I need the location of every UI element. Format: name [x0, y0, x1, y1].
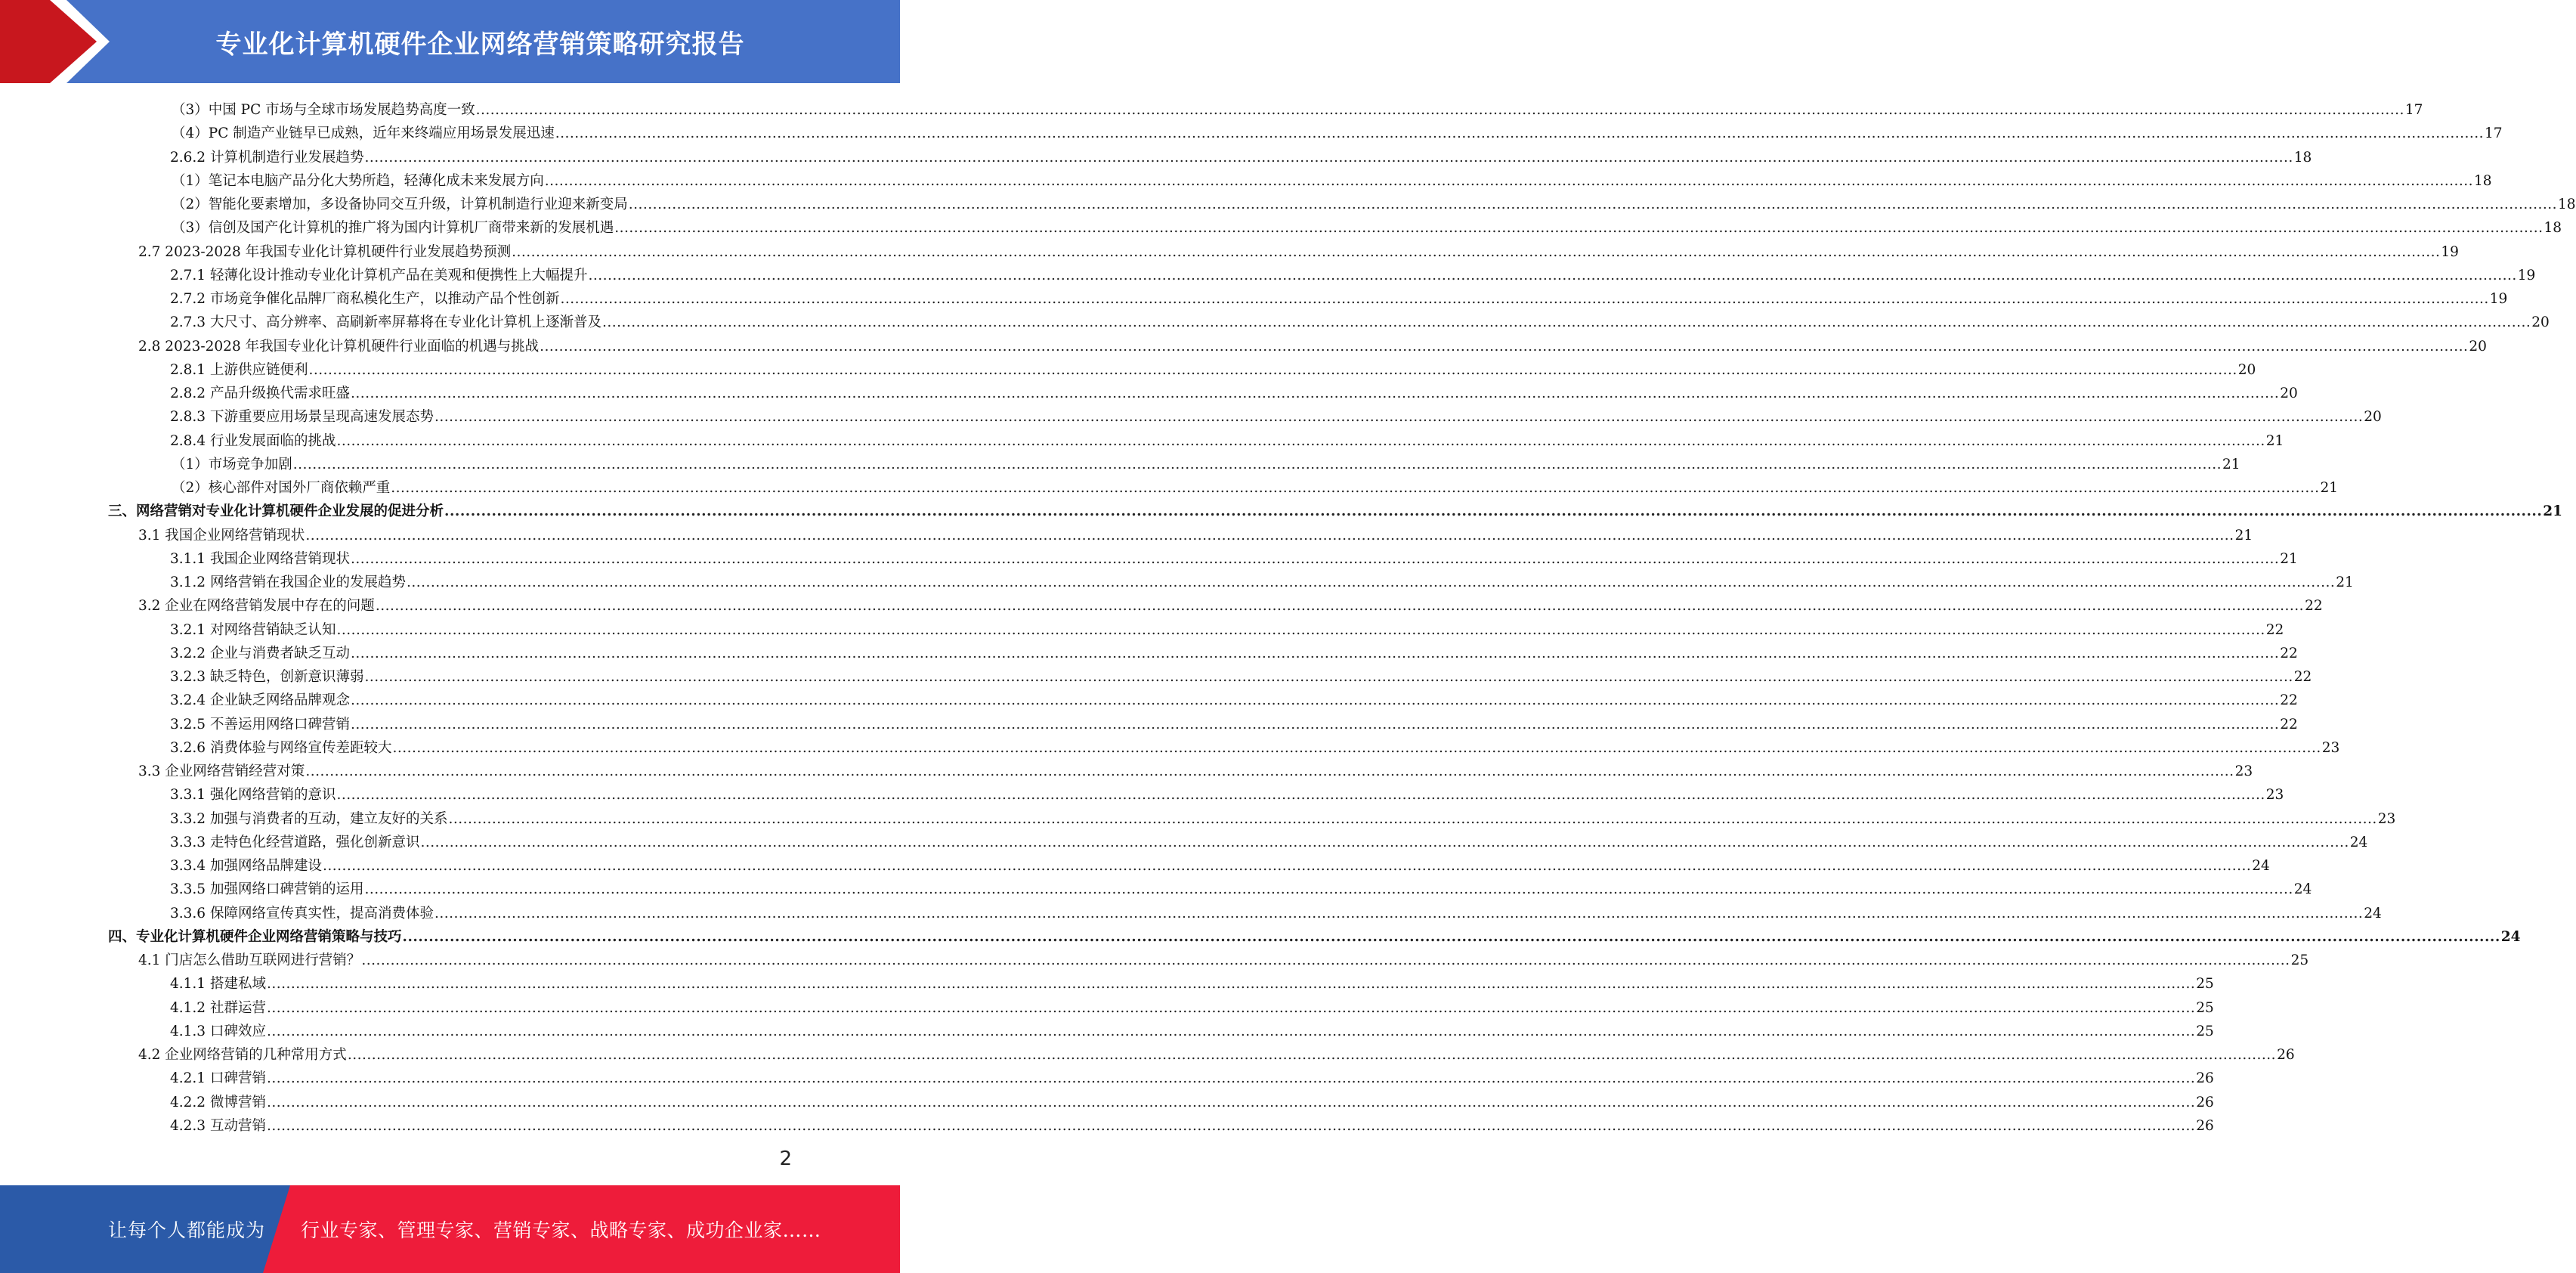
toc-entry[interactable]: [170, 664, 2312, 687]
toc-entry-title: 2.8.4 行业发展面临的挑战: [170, 432, 336, 449]
toc-leader-dots: ................................................................................................................................................................................................................................................................................................................................................................................................................: [336, 432, 2265, 449]
toc-leader-dots: ................................................................................................................................................................................................................................................................................................................................................................................................................: [350, 550, 2280, 567]
toc-entry-page: 26: [2277, 1047, 2295, 1063]
toc-leader-dots: ................................................................................................................................................................................................................................................................................................................................................................................................................: [266, 976, 2196, 993]
page-header: [0, 0, 900, 83]
toc-entry-page: 20: [2364, 409, 2382, 426]
toc-leader-dots: ................................................................................................................................................................................................................................................................................................................................................................................................................: [560, 291, 2489, 307]
toc-entry-page: 20: [2237, 361, 2256, 378]
toc-entry[interactable]: [170, 711, 2298, 735]
toc-entry-title: 2.7 2023-2028 年我国专业化计算机硬件行业发展趋势预测: [138, 243, 512, 260]
toc-entry-page: 26: [2196, 1070, 2214, 1087]
toc-entry-page: 19: [2441, 243, 2459, 260]
toc-leader-dots: ................................................................................................................................................................................................................................................................................................................................................................................................................: [266, 1023, 2196, 1039]
toc-entry[interactable]: [170, 1065, 2214, 1089]
toc-leader-dots: ................................................................................................................................................................................................................................................................................................................................................................................................................: [555, 125, 2485, 142]
footer-slogan-right: 行业专家、管理专家、营销专家、战略专家、成功企业家……: [301, 1219, 821, 1241]
toc-entry-title: 2.8.3 下游重要应用场景呈现高速发展态势: [170, 409, 434, 426]
toc-entry[interactable]: [170, 428, 2284, 451]
page-footer: [0, 1185, 900, 1273]
toc-entry[interactable]: [170, 357, 2256, 380]
toc-entry-title: 3.1.2 网络营销在我国企业的发展趋势: [170, 575, 406, 590]
toc-leader-dots: ................................................................................................................................................................................................................................................................................................................................................................................................................: [375, 598, 2305, 615]
toc-entry-title: 四、专业化计算机硬件企业网络营销策略与技巧: [108, 928, 402, 945]
toc-entry[interactable]: [138, 239, 2459, 262]
toc-leader-dots: ................................................................................................................................................................................................................................................................................................................................................................................................................: [347, 1047, 2277, 1063]
toc-entry[interactable]: [172, 168, 2492, 191]
toc-entry-page: 22: [2305, 598, 2323, 615]
toc-entry[interactable]: [170, 806, 2396, 829]
toc-entry[interactable]: [170, 309, 2550, 333]
toc-entry-title: 3.1.1 我国企业网络营销现状: [170, 550, 350, 567]
red-chevron-icon: [0, 0, 121, 83]
toc-entry[interactable]: [172, 97, 2423, 120]
toc-entry[interactable]: [138, 947, 2309, 971]
toc-leader-dots: ................................................................................................................................................................................................................................................................................................................................................................................................................: [434, 409, 2364, 426]
toc-entry-title: 2.8 2023-2028 年我国专业化计算机硬件行业面临的机遇与挑战: [138, 338, 540, 355]
toc-entry-page: 25: [2196, 976, 2214, 993]
toc-entry-page: 22: [2280, 692, 2298, 709]
toc-entry-page: 24: [2293, 881, 2312, 898]
toc-leader-dots: ................................................................................................................................................................................................................................................................................................................................................................................................................: [364, 149, 2293, 166]
toc-entry[interactable]: [170, 569, 2354, 593]
toc-entry-page: 21: [2336, 575, 2354, 590]
toc-entry-page: 25: [2196, 999, 2214, 1016]
toc-entry[interactable]: [170, 617, 2284, 640]
toc-leader-dots: ................................................................................................................................................................................................................................................................................................................................................................................................................: [392, 739, 2321, 756]
toc-leader-dots: ................................................................................................................................................................................................................................................................................................................................................................................................................: [628, 197, 2558, 212]
toc-entry[interactable]: [170, 144, 2312, 168]
toc-entry-page: 18: [2293, 149, 2312, 166]
toc-entry-title: 三、网络营销对专业化计算机硬件企业发展的促进分析: [108, 503, 444, 520]
toc-leader-dots: ................................................................................................................................................................................................................................................................................................................................................................................................................: [391, 480, 2320, 496]
toc-leader-dots: ................................................................................................................................................................................................................................................................................................................................................................................................................: [540, 338, 2469, 355]
toc-leader-dots: ................................................................................................................................................................................................................................................................................................................................................................................................................: [448, 810, 2377, 827]
toc-entry-page: 22: [2280, 716, 2298, 733]
toc-entry[interactable]: [170, 380, 2298, 404]
toc-entry-page: 18: [2544, 220, 2562, 237]
toc-leader-dots: ................................................................................................................................................................................................................................................................................................................................................................................................................: [444, 503, 2543, 520]
toc-entry-page: 25: [2290, 952, 2309, 968]
toc-leader-dots: ................................................................................................................................................................................................................................................................................................................................................................................................................: [292, 456, 2222, 472]
toc-entry[interactable]: [170, 1018, 2214, 1042]
toc-entry-page: 17: [2485, 125, 2503, 142]
toc-entry[interactable]: [170, 687, 2298, 711]
toc-leader-dots: ................................................................................................................................................................................................................................................................................................................................................................................................................: [420, 834, 2349, 850]
toc-entry-title: 3.2.3 缺乏特色，创新意识薄弱: [170, 669, 364, 685]
toc-entry-page: 23: [2234, 763, 2253, 779]
page-number: 2: [779, 1148, 792, 1170]
toc-leader-dots: ................................................................................................................................................................................................................................................................................................................................................................................................................: [475, 102, 2404, 118]
toc-entry[interactable]: [170, 262, 2536, 286]
toc-leader-dots: ................................................................................................................................................................................................................................................................................................................................................................................................................: [305, 527, 2234, 544]
toc-entry[interactable]: [170, 900, 2382, 924]
toc-entry-page: 21: [2234, 527, 2253, 544]
footer-slogan-left: 让每个人都能成为: [108, 1219, 266, 1241]
toc-entry-page: 19: [2489, 291, 2508, 307]
toc-entry-page: 20: [2531, 314, 2550, 331]
toc-entry-page: 20: [2469, 338, 2487, 355]
toc-leader-dots: ................................................................................................................................................................................................................................................................................................................................................................................................................: [350, 645, 2280, 661]
toc-entry[interactable]: [172, 215, 2562, 238]
toc-entry-page: 20: [2280, 386, 2298, 401]
toc-entry[interactable]: [172, 451, 2240, 475]
toc-entry-page: 24: [2364, 905, 2382, 921]
toc-entry-title: 3.2.4 企业缺乏网络品牌观念: [170, 692, 350, 709]
toc-entry-page: 21: [2543, 503, 2563, 520]
toc-leader-dots: ................................................................................................................................................................................................................................................................................................................................................................................................................: [266, 1070, 2196, 1087]
toc-leader-dots: ................................................................................................................................................................................................................................................................................................................................................................................................................: [350, 716, 2280, 733]
toc-entry[interactable]: [170, 853, 2270, 876]
toc-entry-title: （1）市场竞争加剧: [172, 456, 292, 472]
toc-entry[interactable]: [138, 1042, 2295, 1065]
toc-entry-title: 3.1 我国企业网络营销现状: [138, 527, 305, 544]
toc-entry-page: 21: [2222, 456, 2240, 472]
toc-entry-title: （1）笔记本电脑产品分化大势所趋，轻薄化成未来发展方向: [172, 172, 544, 189]
toc-entry-page: 23: [2377, 810, 2396, 827]
toc-entry-title: 4.2.2 微博营销: [170, 1094, 266, 1110]
toc-leader-dots: ................................................................................................................................................................................................................................................................................................................................................................................................................: [266, 1117, 2196, 1134]
toc-entry-title: （3）信创及国产化计算机的推广将为国内计算机厂商带来新的发展机遇: [172, 220, 614, 237]
toc-entry-title: 2.7.3 大尺寸、高分辨率、高刷新率屏幕将在专业化计算机上逐渐普及: [170, 314, 601, 331]
toc-entry-page: 24: [2500, 928, 2521, 945]
toc-leader-dots: ................................................................................................................................................................................................................................................................................................................................................................................................................: [364, 669, 2293, 685]
toc-entry-title: 4.2.1 口碑营销: [170, 1070, 266, 1087]
toc-entry[interactable]: [138, 593, 2323, 616]
toc-entry-page: 24: [2349, 834, 2368, 850]
toc-entry-title: 2.8.1 上游供应链便利: [170, 361, 308, 378]
toc-entry-title: 4.2 企业网络营销的几种常用方式: [138, 1047, 347, 1063]
toc-leader-dots: ................................................................................................................................................................................................................................................................................................................................................................................................................: [434, 905, 2364, 921]
toc-entry-page: 23: [2265, 787, 2284, 804]
toc-entry[interactable]: [170, 782, 2284, 805]
toc-entry[interactable]: [170, 971, 2214, 994]
toc-entry[interactable]: [170, 1089, 2214, 1113]
toc-entry[interactable]: [170, 1113, 2214, 1136]
toc-leader-dots: ................................................................................................................................................................................................................................................................................................................................................................................................................: [266, 1094, 2196, 1110]
toc-entry-title: 4.1.1 搭建私域: [170, 976, 266, 993]
toc-entry[interactable]: [138, 333, 2487, 357]
toc-entry[interactable]: [170, 876, 2312, 900]
toc-entry[interactable]: [108, 498, 2563, 522]
toc-entry-title: 3.3.4 加强网络品牌建设: [170, 858, 322, 874]
toc-entry-title: 3.3.1 强化网络营销的意识: [170, 787, 336, 804]
toc-entry-page: 22: [2280, 645, 2298, 661]
toc-leader-dots: ................................................................................................................................................................................................................................................................................................................................................................................................................: [266, 999, 2196, 1016]
toc-entry-title: 3.2.2 企业与消费者缺乏互动: [170, 645, 350, 661]
toc-entry-page: 22: [2265, 621, 2284, 638]
toc-entry-page: 19: [2517, 267, 2536, 283]
report-title: 专业化计算机硬件企业网络营销策略研究报告: [215, 29, 745, 60]
toc-leader-dots: ................................................................................................................................................................................................................................................................................................................................................................................................................: [601, 314, 2531, 331]
toc-entry[interactable]: [108, 924, 2521, 947]
toc-entry[interactable]: [172, 120, 2503, 144]
toc-entry[interactable]: [170, 995, 2214, 1018]
toc-entry-title: （4）PC 制造产业链早已成熟，近年来终端应用场景发展迅速: [172, 125, 555, 142]
toc-leader-dots: ................................................................................................................................................................................................................................................................................................................................................................................................................: [406, 575, 2336, 590]
toc-leader-dots: ................................................................................................................................................................................................................................................................................................................................................................................................................: [350, 692, 2280, 709]
toc-entry-title: 2.6.2 计算机制造行业发展趋势: [170, 149, 364, 166]
toc-entry-page: 17: [2404, 102, 2423, 118]
toc-entry-title: 3.3.5 加强网络口碑营销的运用: [170, 881, 364, 898]
toc-leader-dots: ................................................................................................................................................................................................................................................................................................................................................................................................................: [336, 787, 2265, 804]
toc-entry-title: 2.8.2 产品升级换代需求旺盛: [170, 386, 350, 401]
toc-leader-dots: ................................................................................................................................................................................................................................................................................................................................................................................................................: [544, 172, 2474, 189]
toc-entry[interactable]: [170, 735, 2340, 758]
toc-entry-title: 4.1.3 口碑效应: [170, 1023, 266, 1039]
toc-leader-dots: ................................................................................................................................................................................................................................................................................................................................................................................................................: [512, 243, 2441, 260]
toc-entry-title: 3.2.1 对网络营销缺乏认知: [170, 621, 336, 638]
toc-entry-title: 3.2.6 消费体验与网络宣传差距较大: [170, 739, 392, 756]
toc-entry[interactable]: [170, 546, 2298, 569]
toc-entry-page: 22: [2293, 669, 2312, 685]
toc-entry-title: 4.1.2 社群运营: [170, 999, 266, 1016]
toc-entry[interactable]: [170, 640, 2298, 664]
toc-entry-page: 18: [2474, 172, 2492, 189]
toc-entry-title: （2）核心部件对国外厂商依赖严重: [172, 480, 391, 496]
toc-entry-page: 26: [2196, 1094, 2214, 1110]
toc-leader-dots: ................................................................................................................................................................................................................................................................................................................................................................................................................: [336, 621, 2265, 638]
toc-entry-title: 4.2.3 互动营销: [170, 1117, 266, 1134]
toc-entry-page: 26: [2196, 1117, 2214, 1134]
toc-leader-dots: ................................................................................................................................................................................................................................................................................................................................................................................................................: [588, 267, 2517, 283]
toc-entry-title: （3）中国 PC 市场与全球市场发展趋势高度一致: [172, 102, 475, 118]
toc-entry[interactable]: [138, 758, 2253, 782]
toc-entry-page: 21: [2280, 550, 2298, 567]
toc-entry-title: 4.1 门店怎么借助互联网进行营销？: [138, 952, 361, 968]
toc-entry-page: 24: [2252, 858, 2270, 874]
toc-entry-title: （2）智能化要素增加，多设备协同交互升级，计算机制造行业迎来新变局: [172, 197, 628, 212]
toc-entry[interactable]: [170, 829, 2368, 853]
toc-leader-dots: ................................................................................................................................................................................................................................................................................................................................................................................................................: [305, 763, 2234, 779]
toc-entry-page: 21: [2320, 480, 2339, 496]
toc-entry[interactable]: [172, 475, 2339, 498]
toc-entry-title: 2.7.2 市场竞争催化品牌厂商私模化生产，以推动产品个性创新: [170, 291, 560, 307]
toc-leader-dots: ................................................................................................................................................................................................................................................................................................................................................................................................................: [361, 952, 2290, 968]
toc-leader-dots: ................................................................................................................................................................................................................................................................................................................................................................................................................: [614, 220, 2544, 237]
toc-leader-dots: ................................................................................................................................................................................................................................................................................................................................................................................................................: [350, 386, 2280, 401]
toc-entry[interactable]: [170, 404, 2382, 427]
toc-entry-title: 2.7.1 轻薄化设计推动专业化计算机产品在美观和便携性上大幅提升: [170, 267, 588, 283]
toc-entry-title: 3.2 企业在网络营销发展中存在的问题: [138, 598, 375, 615]
toc-entry[interactable]: [172, 191, 2576, 215]
toc-entry-title: 3.2.5 不善运用网络口碑营销: [170, 716, 350, 733]
toc-entry-title: 3.3.6 保障网络宣传真实性，提高消费体验: [170, 905, 434, 921]
toc-entry-page: 25: [2196, 1023, 2214, 1039]
toc-entry-page: 21: [2265, 432, 2284, 449]
toc-leader-dots: ................................................................................................................................................................................................................................................................................................................................................................................................................: [308, 361, 2237, 378]
toc-entry-page: 18: [2558, 197, 2576, 212]
toc-leader-dots: ................................................................................................................................................................................................................................................................................................................................................................................................................: [364, 881, 2293, 898]
toc-entry[interactable]: [138, 522, 2253, 546]
toc-leader-dots: ................................................................................................................................................................................................................................................................................................................................................................................................................: [402, 928, 2500, 945]
toc-entry-title: 3.3 企业网络营销经营对策: [138, 763, 305, 779]
toc-entry-title: 3.3.2 加强与消费者的互动，建立友好的关系: [170, 810, 448, 827]
toc-entry-title: 3.3.3 走特色化经营道路，强化创新意识: [170, 834, 420, 850]
toc-entry-page: 23: [2321, 739, 2340, 756]
toc-leader-dots: ................................................................................................................................................................................................................................................................................................................................................................................................................: [322, 858, 2252, 874]
toc-entry[interactable]: [170, 286, 2508, 309]
